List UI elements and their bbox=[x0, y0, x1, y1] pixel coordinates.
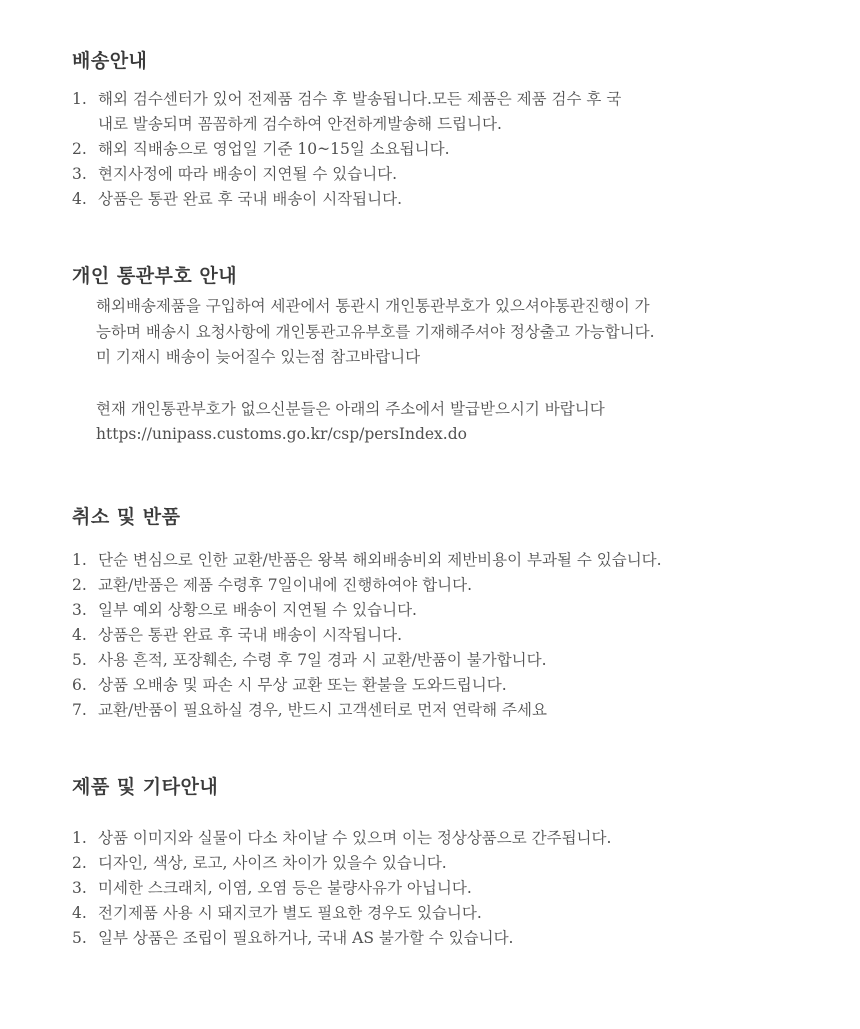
shipping-title: 배송안내 bbox=[72, 50, 148, 72]
list-text: 상품은 통관 완료 후 국내 배송이 시작됩니다. bbox=[98, 626, 403, 644]
list-item bbox=[72, 826, 832, 851]
returns-list bbox=[72, 548, 832, 723]
customs-title: 개인 통관부호 안내 bbox=[72, 265, 238, 287]
list-item bbox=[72, 901, 832, 926]
customs-url-link[interactable]: https://unipass.customs.go.kr/csp/persIndex.do bbox=[96, 425, 467, 443]
list-item bbox=[72, 162, 832, 187]
list-item bbox=[72, 648, 832, 673]
customs-notice-line: 미 기재시 배송이 늦어질수 있는점 참고바랍니다 bbox=[96, 348, 421, 366]
list-text: 디자인, 색상, 로고, 사이즈 차이가 있을수 있습니다. bbox=[98, 854, 447, 872]
list-text: 상품은 통관 완료 후 국내 배송이 시작됩니다. bbox=[98, 190, 403, 208]
list-text: 해외 직배송으로 영업일 기준 10~15일 소요됩니다. bbox=[98, 140, 450, 158]
list-number: 7. bbox=[72, 701, 87, 719]
list-number: 2. bbox=[72, 576, 87, 594]
list-item bbox=[72, 623, 832, 648]
list-number: 3. bbox=[72, 165, 87, 183]
list-text-line: 내로 발송되며 꼼꼼하게 검수하여 안전하게발송해 드립니다. bbox=[98, 115, 502, 133]
customs-notice-line: 능하며 배송시 요청사항에 개인통관고유부호를 기재해주셔야 정상출고 가능합니다. bbox=[96, 322, 655, 341]
list-text: 미세한 스크래치, 이염, 오염 등은 불량사유가 아닙니다. bbox=[98, 879, 472, 897]
list-text: 교환/반품이 필요하실 경우, 반드시 고객센터로 먼저 연락해 주세요 bbox=[98, 701, 547, 719]
list-number: 5. bbox=[72, 929, 87, 947]
list-number: 3. bbox=[72, 601, 87, 619]
list-number: 4. bbox=[72, 904, 87, 922]
list-text: 사용 흔적, 포장훼손, 수령 후 7일 경과 시 교환/반품이 불가합니다. bbox=[98, 651, 547, 669]
list-text: 현지사정에 따라 배송이 지연될 수 있습니다. bbox=[98, 165, 398, 183]
shipping-list bbox=[72, 87, 832, 212]
list-number: 1. bbox=[72, 829, 87, 847]
list-number: 1. bbox=[72, 551, 87, 569]
list-number: 1. bbox=[72, 90, 87, 108]
list-item bbox=[72, 698, 832, 723]
returns-section bbox=[72, 505, 832, 723]
list-number: 2. bbox=[72, 140, 87, 158]
list-number: 3. bbox=[72, 879, 87, 897]
list-text: 교환/반품은 제품 수령후 7일이내에 진행하여야 합니다. bbox=[98, 576, 473, 594]
list-item bbox=[72, 87, 832, 137]
list-text-line: 해외 검수센터가 있어 전제품 검수 후 발송됩니다.모든 제품은 제품 검수 후 국 bbox=[98, 90, 622, 108]
list-item bbox=[72, 573, 832, 598]
list-item bbox=[72, 673, 832, 698]
returns-title: 취소 및 반품 bbox=[72, 506, 181, 528]
product-section bbox=[72, 775, 832, 951]
list-item bbox=[72, 548, 832, 573]
list-item bbox=[72, 598, 832, 623]
list-number: 6. bbox=[72, 676, 87, 694]
list-number: 4. bbox=[72, 626, 87, 644]
list-item bbox=[72, 876, 832, 901]
list-text: 상품 이미지와 실물이 다소 차이날 수 있으며 이는 정상상품으로 간주됩니다. bbox=[98, 829, 612, 847]
product-title: 제품 및 기타안내 bbox=[72, 776, 219, 798]
list-number: 5. bbox=[72, 651, 87, 669]
customs-issue-text: 현재 개인통관부호가 없으신분들은 아래의 주소에서 발급받으시기 바랍니다 bbox=[96, 399, 605, 418]
shipping-section bbox=[72, 49, 832, 212]
customs-notice-line: 해외배송제품을 구입하여 세관에서 통관시 개인통관부호가 있으셔야통관진행이 가 bbox=[96, 297, 650, 315]
list-text: 일부 예외 상황으로 배송이 지연될 수 있습니다. bbox=[98, 601, 417, 619]
list-item bbox=[72, 926, 832, 951]
customs-notice bbox=[72, 294, 832, 371]
list-text: 상품 오배송 및 파손 시 무상 교환 또는 환불을 도와드립니다. bbox=[98, 676, 507, 694]
list-text bbox=[98, 87, 832, 137]
product-list bbox=[72, 826, 832, 951]
list-text: 전기제품 사용 시 돼지코가 별도 필요한 경우도 있습니다. bbox=[98, 904, 482, 922]
list-text: 일부 상품은 조립이 필요하거나, 국내 AS 불가할 수 있습니다. bbox=[98, 929, 514, 947]
list-number: 4. bbox=[72, 190, 87, 208]
customs-issue-notice bbox=[72, 397, 832, 448]
customs-section bbox=[72, 264, 832, 448]
list-text: 단순 변심으로 인한 교환/반품은 왕복 해외배송비외 제반비용이 부과될 수 있습니다. bbox=[98, 551, 662, 569]
list-item bbox=[72, 137, 832, 162]
list-item bbox=[72, 187, 832, 212]
list-number: 2. bbox=[72, 854, 87, 872]
list-item bbox=[72, 851, 832, 876]
